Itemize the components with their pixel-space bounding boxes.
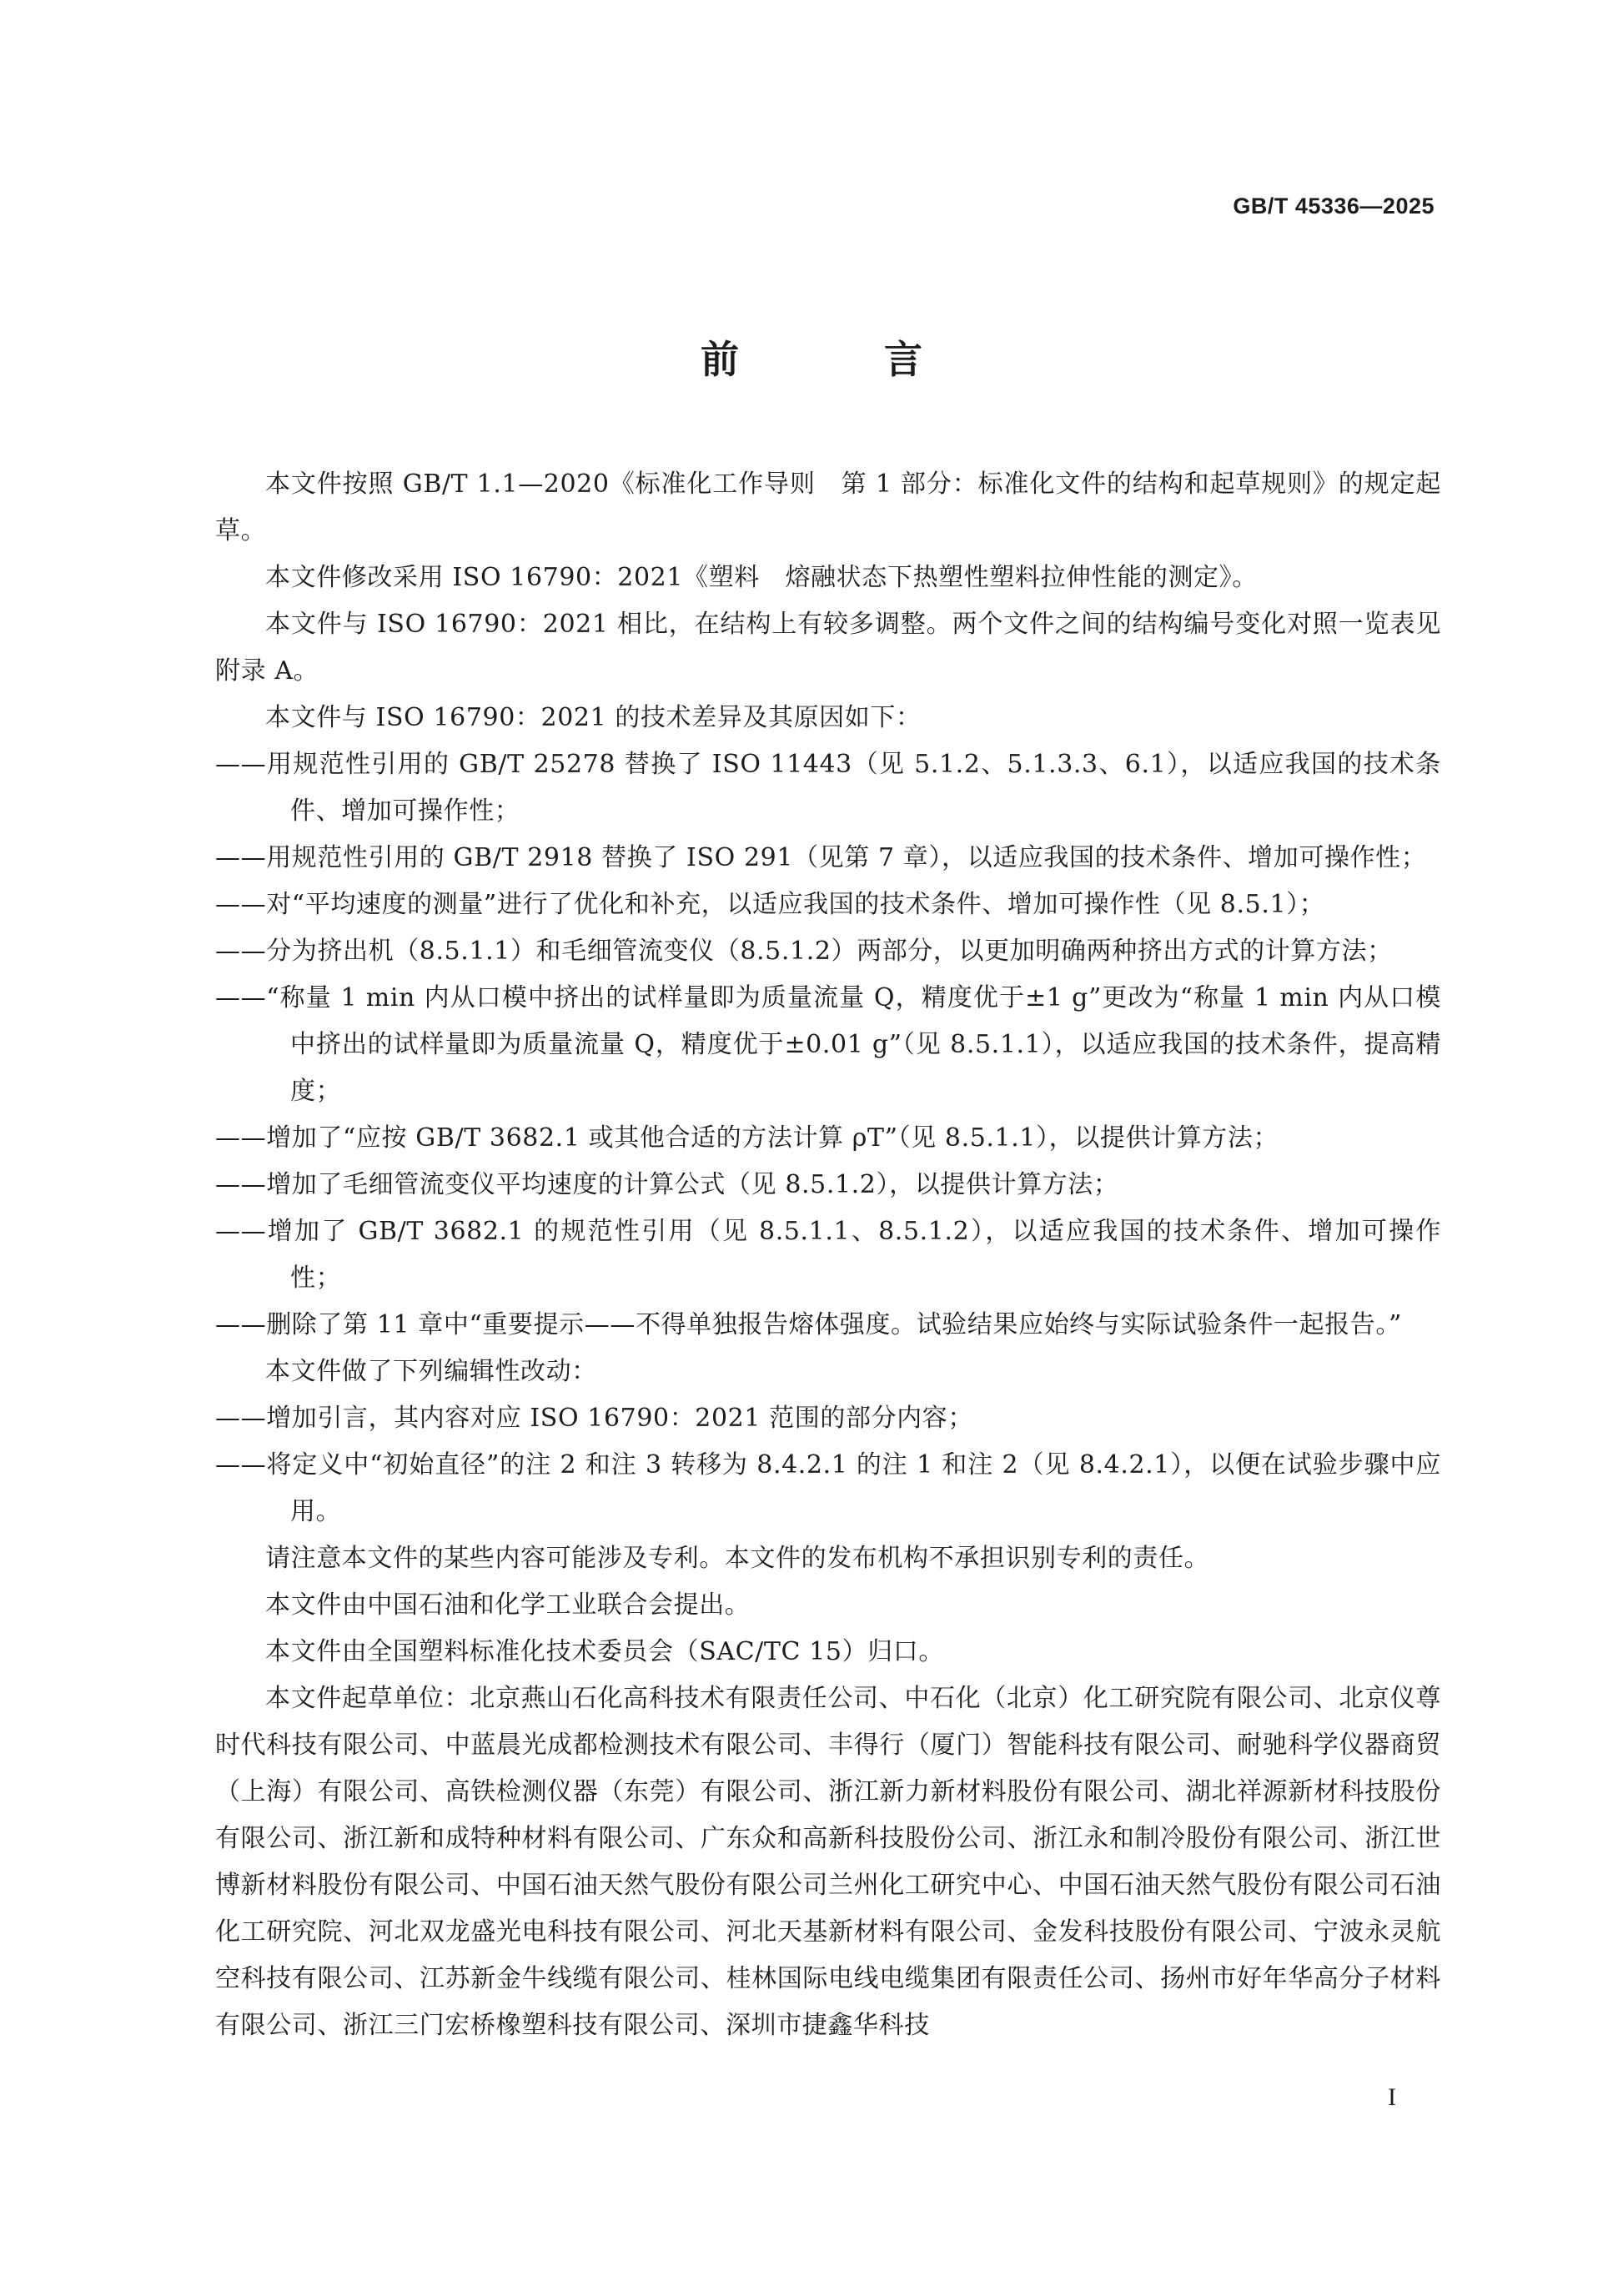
paragraph: 本文件由中国石油和化学工业联合会提出。 [265,1590,751,1620]
paragraph: 本文件修改采用 ISO 16790：2021《塑料 熔融状态下热塑性塑料拉伸性能的测定》。 [265,563,1258,592]
paragraph: 本文件与 ISO 16790：2021 相比，在结构上有较多调整。两个文件之间的结构编号变化对照一览表见附录 A。 [215,610,1441,686]
list-item: ——对“平均速度的测量”进行了优化和补充，以适应我国的技术条件、增加可操作性（见 8.5.1）； [215,890,1325,919]
list-item: ——增加了“应按 GB/T 3682.1 或其他合适的方法计算 ρT”（见 8.5.1.1），以提供计算方法； [215,1123,1279,1153]
list-item: ——将定义中“初始直径”的注 2 和注 3 转移为 8.4.2.1 的注 1 和注 2（见 8.4.2.1），以便在试验步骤中应用。 [215,1450,1441,1526]
paragraph: 本文件做了下列编辑性改动： [265,1357,597,1386]
paragraph: 请注意本文件的某些内容可能涉及专利。本文件的发布机构不承担识别专利的责任。 [265,1544,1210,1573]
list-item: ——用规范性引用的 GB/T 2918 替换了 ISO 291（见第 7 章），以适应我国的技术条件、增加可操作性； [215,843,1427,872]
list-item: ——增加引言，其内容对应 ISO 16790：2021 范围的部分内容； [215,1404,973,1433]
page-title: 前 言 [701,337,976,382]
list-item: ——增加了 GB/T 3682.1 的规范性引用（见 8.5.1.1、8.5.1.2），以适应我国的技术条件、增加可操作性； [215,1217,1441,1293]
page-number: I [1388,2083,1396,2111]
list-item: ——删除了第 11 章中“重要提示——不得单独报告熔体强度。试验结果应始终与实际试验条件一起报告。” [215,1310,1402,1339]
list-item: ——分为挤出机（8.5.1.1）和毛细管流变仪（8.5.1.2）两部分，以更加明确两种挤出方式的计算方法； [215,937,1393,966]
list-item: ——用规范性引用的 GB/T 25278 替换了 ISO 11443（见 5.1.2、5.1.3.3、6.1），以适应我国的技术条件、增加可操作性； [215,750,1441,826]
standard-code: GB/T 45336—2025 [1233,193,1435,219]
paragraph: 本文件由全国塑料标准化技术委员会（SAC/TC 15）归口。 [265,1637,944,1666]
document-body [215,461,1441,2049]
list-item: ——“称量 1 min 内从口模中挤出的试样量即为质量流量 Q，精度优于±1 g”更改为“称量 1 min 内从口模中挤出的试样量即为质量流量 Q，精度优于±0.01 g”（见 8.5.1.1），以适应我国的技术条件，提高精度； [215,983,1441,1106]
paragraph: 本文件起草单位：北京燕山石化高科技术有限责任公司、中石化（北京）化工研究院有限公司、北京仪尊时代科技有限公司、中蓝晨光成都检测技术有限公司、丰得行（厦门）智能科技有限公司、耐驰科学仪器商贸（上海）有限公司、高铁检测仪器（东莞）有限公司、浙江新力新材料股份有限公司、湖北祥源新材科技股份有限公司、浙江新和成特种材料有限公司、广东众和高新科技股份公司、浙江永和制冷股份有限公司、浙江世博新材料股份有限公司、中国石油天然气股份有限公司兰州化工研究中心、中国石油天然气股份有限公司石油化工研究院、河北双龙盛光电科技有限公司、河北天基新材料有限公司、金发科技股份有限公司、宁波永灵航空科技有限公司、江苏新金牛线缆有限公司、桂林国际电线电缆集团有限责任公司、扬州市好年华高分子材料有限公司、浙江三门宏桥橡塑科技有限公司、深圳市捷鑫华科技 [215,1684,1441,2040]
paragraph: 本文件与 ISO 16790：2021 的技术差异及其原因如下： [265,703,922,732]
list-item: ——增加了毛细管流变仪平均速度的计算公式（见 8.5.1.2），以提供计算方法； [215,1170,1119,1199]
paragraph: 本文件按照 GB/T 1.1—2020《标准化工作导则 第 1 部分：标准化文件的结构和起草规则》的规定起草。 [215,470,1441,545]
